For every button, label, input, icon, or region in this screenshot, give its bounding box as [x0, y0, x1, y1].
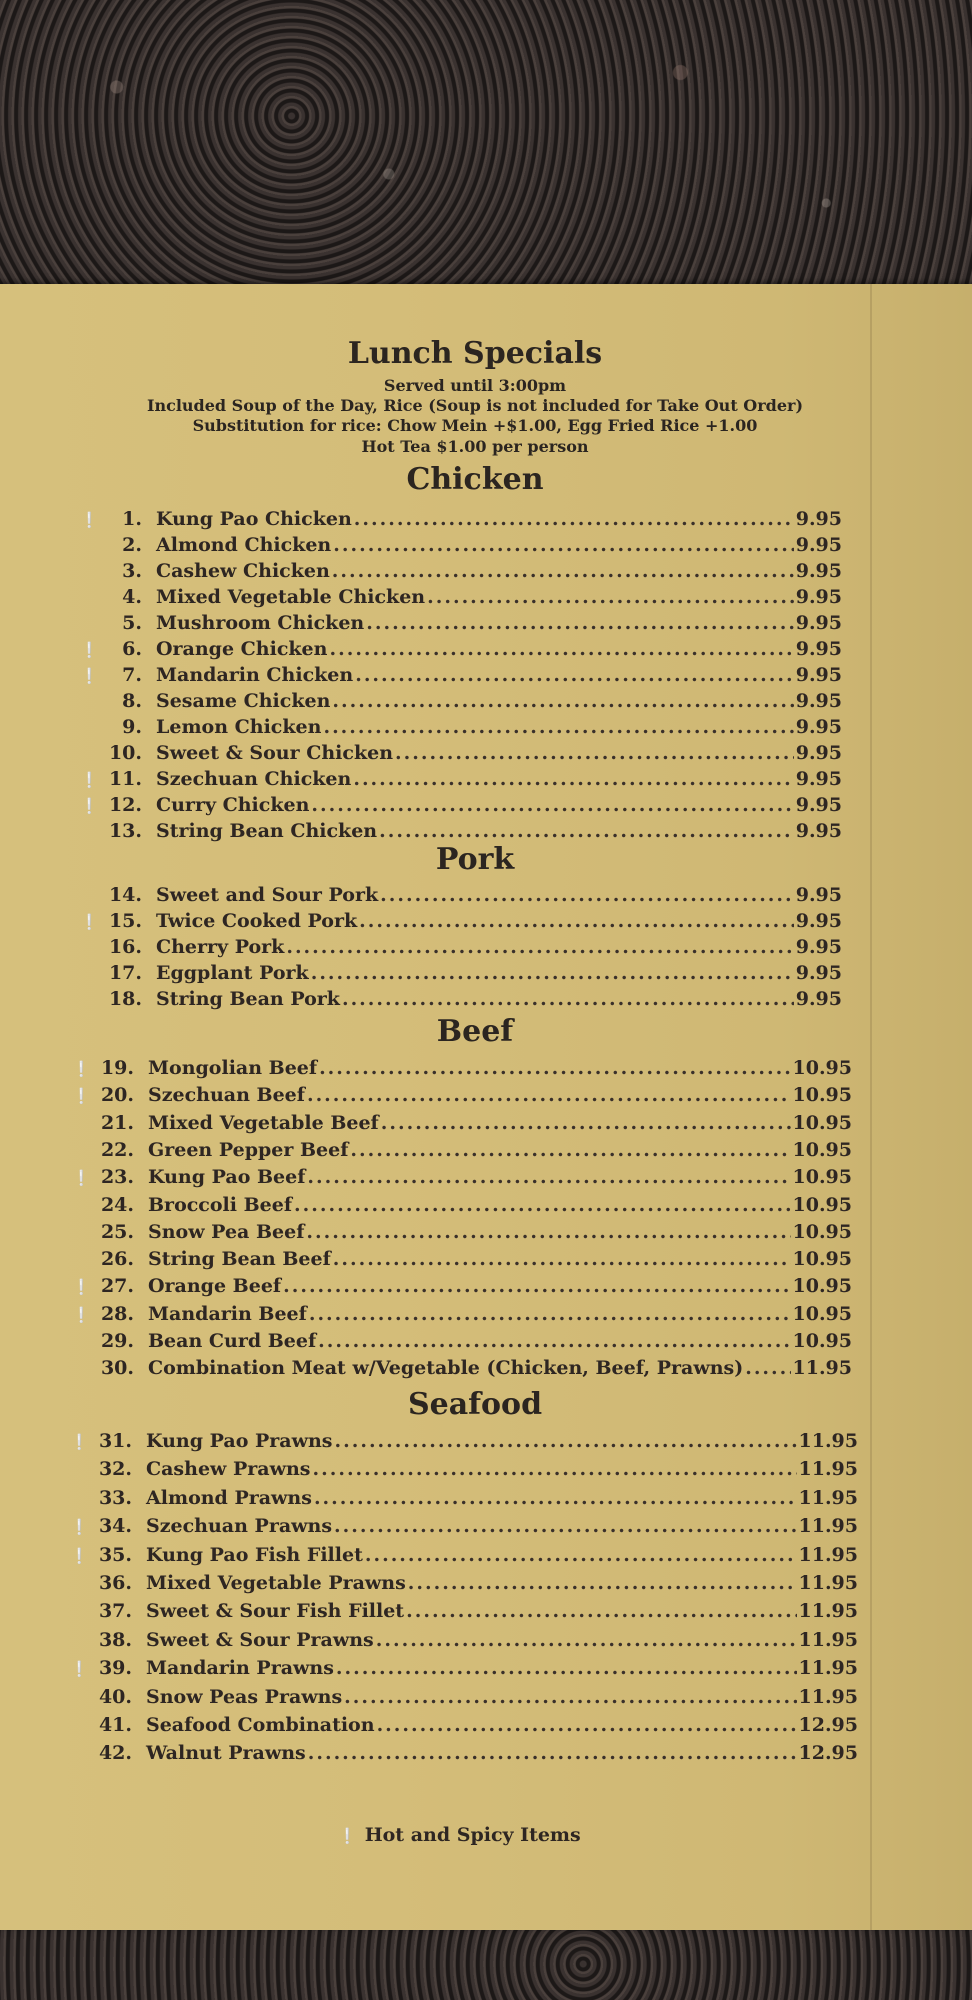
menu-item: [70, 1600, 858, 1624]
menu-item: [72, 1248, 852, 1272]
included-note: Included Soup of the Day, Rice (Soup is not included for Take Out Order): [146, 396, 804, 415]
item-price: 9.95: [795, 716, 842, 738]
menu-item: [72, 1275, 852, 1299]
item-number: 37.: [98, 1600, 132, 1623]
pepper-icon: ❕: [80, 641, 99, 659]
item-price: 10.95: [792, 1302, 852, 1325]
dot-leader: [376, 1629, 797, 1651]
pepper-icon: ❕: [80, 913, 99, 931]
menu-item: [70, 1742, 858, 1766]
item-number: 6.: [122, 638, 142, 660]
item-number: 23.: [100, 1166, 134, 1189]
item-number: 40.: [98, 1685, 132, 1708]
served-until-note: Served until 3:00pm: [383, 376, 567, 395]
pepper-icon: ❕: [80, 667, 99, 685]
dot-leader: [307, 1166, 790, 1188]
menu-item: [72, 1357, 852, 1381]
dot-leader: [323, 716, 793, 738]
dot-leader: [342, 988, 794, 1010]
item-name: Twice Cooked Pork: [156, 910, 358, 932]
item-number: 7.: [122, 664, 142, 686]
item-name: Lemon Chicken: [156, 716, 322, 738]
dot-leader: [334, 1430, 796, 1452]
legend-label: Hot and Spicy Items: [364, 1824, 581, 1846]
item-price: 9.95: [795, 768, 842, 790]
hot-tea-note: Hot Tea $1.00 per person: [361, 437, 589, 456]
menu-item: [80, 534, 842, 558]
menu-page: [0, 284, 972, 1930]
menu-item: [80, 716, 842, 740]
item-name: Mandarin Beef: [148, 1302, 307, 1325]
item-name: Mixed Vegetable Prawns: [146, 1572, 406, 1594]
section-heading-seafood: Seafood: [407, 1387, 543, 1422]
item-name: String Bean Pork: [156, 988, 340, 1010]
item-price: 11.95: [798, 1430, 858, 1452]
item-price: 9.95: [795, 612, 842, 634]
pepper-icon: ❕: [80, 797, 99, 815]
item-price: 9.95: [795, 820, 842, 842]
dot-leader: [359, 910, 794, 932]
item-name: Szechuan Beef: [148, 1084, 305, 1107]
item-number: 38.: [98, 1628, 132, 1651]
item-number: 30.: [100, 1357, 134, 1380]
dot-leader: [306, 1221, 790, 1243]
item-number: 41.: [98, 1714, 132, 1736]
legend: [338, 1824, 581, 1846]
item-number: 21.: [100, 1111, 134, 1134]
item-price: 11.95: [798, 1628, 858, 1651]
menu-item: [80, 508, 842, 532]
dot-leader: [332, 690, 793, 712]
item-price: 9.95: [795, 508, 842, 530]
menu-item: [70, 1487, 858, 1511]
menu-item: [70, 1458, 858, 1482]
dot-leader: [319, 1057, 790, 1079]
item-number: 9.: [122, 716, 142, 738]
item-price: 11.95: [798, 1543, 858, 1566]
granite-countertop-top: [0, 0, 972, 290]
item-name: String Bean Chicken: [156, 820, 378, 842]
item-number: 25.: [100, 1220, 134, 1243]
section-heading-chicken: Chicken: [406, 462, 544, 497]
item-price: 9.95: [795, 664, 842, 686]
item-number: 5.: [122, 612, 142, 634]
menu-item: [70, 1714, 858, 1738]
item-name: Kung Pao Beef: [148, 1166, 306, 1189]
menu-item: [72, 1303, 852, 1327]
menu-item: [80, 910, 842, 934]
item-name: Seafood Combination: [146, 1714, 375, 1736]
item-number: 36.: [98, 1572, 132, 1594]
dot-leader: [353, 768, 793, 790]
menu-item: [70, 1657, 858, 1681]
pepper-icon: ❕: [80, 771, 99, 789]
pepper-icon: ❕: [72, 1060, 91, 1078]
menu-item: [80, 664, 842, 688]
item-price: 9.95: [795, 560, 842, 582]
menu-item: [72, 1194, 852, 1218]
item-name: Mushroom Chicken: [156, 612, 365, 634]
item-price: 10.95: [792, 1084, 852, 1107]
item-price: 10.95: [792, 1138, 852, 1161]
item-name: Kung Pao Prawns: [146, 1430, 333, 1452]
dot-leader: [311, 794, 793, 816]
dot-leader: [395, 742, 794, 764]
item-number: 24.: [100, 1193, 134, 1216]
item-price: 11.95: [798, 1600, 858, 1623]
menu-item: [72, 1221, 852, 1245]
menu-title: Lunch Specials: [347, 336, 603, 371]
item-name: Sweet and Sour Pork: [156, 884, 379, 906]
item-price: 9.95: [795, 884, 842, 906]
item-price: 9.95: [795, 534, 842, 556]
menu-item: [80, 794, 842, 818]
item-price: 11.95: [798, 1685, 858, 1708]
dot-leader: [286, 936, 793, 958]
dot-leader: [366, 612, 793, 634]
item-name: Curry Chicken: [156, 794, 310, 816]
item-number: 14.: [108, 884, 142, 906]
menu-item: [80, 768, 842, 792]
item-number: 20.: [100, 1084, 134, 1107]
pepper-icon: ❕: [338, 1827, 357, 1845]
pepper-icon: ❕: [70, 1433, 89, 1451]
item-name: Cashew Chicken: [156, 560, 330, 582]
item-name: Cherry Pork: [156, 936, 285, 958]
dot-leader: [354, 508, 794, 530]
pepper-icon: ❕: [80, 511, 99, 529]
item-number: 29.: [100, 1330, 134, 1352]
item-number: 22.: [100, 1138, 134, 1161]
item-price: 10.95: [792, 1166, 852, 1189]
item-name: Bean Curd Beef: [148, 1330, 317, 1352]
dot-leader: [377, 1714, 797, 1736]
item-price: 9.95: [795, 962, 842, 984]
granite-countertop-bottom: [0, 1928, 972, 2000]
item-price: 9.95: [795, 742, 842, 764]
menu-item: [80, 586, 842, 610]
item-name: Green Pepper Beef: [148, 1138, 349, 1161]
item-number: 17.: [108, 962, 142, 984]
item-name: Broccoli Beef: [148, 1193, 293, 1216]
pepper-icon: ❕: [72, 1087, 91, 1106]
item-name: Mandarin Chicken: [156, 664, 354, 686]
item-price: 9.95: [795, 794, 842, 816]
pepper-icon: ❕: [70, 1660, 89, 1679]
item-number: 34.: [98, 1515, 132, 1538]
dot-leader: [332, 560, 794, 582]
item-number: 12.: [108, 794, 142, 816]
dot-leader: [365, 1544, 797, 1566]
menu-item: [80, 638, 842, 662]
dot-leader: [379, 820, 794, 842]
item-number: 26.: [100, 1248, 134, 1271]
pepper-icon: ❕: [70, 1546, 89, 1565]
menu-item: [80, 884, 842, 908]
item-name: Snow Pea Beef: [148, 1220, 305, 1243]
item-number: 27.: [100, 1275, 134, 1298]
menu-item: [80, 962, 842, 986]
dot-leader: [745, 1357, 790, 1379]
item-price: 9.95: [795, 586, 842, 608]
dot-leader: [427, 586, 794, 608]
item-number: 35.: [98, 1543, 132, 1566]
item-name: Sweet & Sour Prawns: [146, 1628, 374, 1651]
item-name: Sesame Chicken: [156, 690, 331, 712]
item-number: 19.: [100, 1057, 134, 1079]
menu-item: [70, 1515, 858, 1539]
menu-item: [72, 1139, 852, 1163]
item-number: 39.: [98, 1657, 132, 1680]
dot-leader: [312, 1458, 796, 1480]
dot-leader: [355, 664, 794, 686]
item-price: 10.95: [792, 1248, 852, 1271]
dot-leader: [381, 1112, 791, 1134]
menu-item: [70, 1629, 858, 1653]
item-name: Kung Pao Chicken: [156, 508, 352, 530]
item-number: 18.: [108, 988, 142, 1010]
dot-leader: [406, 1600, 796, 1622]
item-number: 42.: [98, 1742, 132, 1765]
dot-leader: [344, 1686, 796, 1708]
dot-leader: [408, 1572, 797, 1594]
item-price: 9.95: [795, 936, 842, 958]
menu-item: [72, 1084, 852, 1108]
item-number: 1.: [122, 508, 142, 530]
item-name: Szechuan Prawns: [146, 1515, 333, 1538]
menu-item: [80, 988, 842, 1012]
dot-leader: [329, 638, 793, 660]
item-name: Orange Beef: [148, 1275, 282, 1298]
item-number: 31.: [98, 1430, 132, 1452]
pepper-icon: ❕: [72, 1169, 91, 1188]
item-name: Eggplant Pork: [156, 962, 309, 984]
item-name: Mixed Vegetable Beef: [148, 1111, 379, 1134]
item-name: Mixed Vegetable Chicken: [156, 586, 426, 608]
dot-leader: [336, 1657, 797, 1679]
dot-leader: [294, 1194, 790, 1216]
dot-leader: [308, 1742, 797, 1764]
dot-leader: [333, 534, 793, 556]
dot-leader: [314, 1487, 797, 1509]
item-price: 9.95: [795, 690, 842, 712]
item-price: 9.95: [795, 910, 842, 932]
item-name: Combination Meat w/Vegetable (Chicken, Beef, Prawns): [148, 1357, 744, 1380]
item-number: 32.: [98, 1458, 132, 1481]
item-price: 12.95: [798, 1742, 858, 1765]
dot-leader: [350, 1139, 790, 1161]
item-price: 10.95: [792, 1330, 852, 1352]
menu-item: [72, 1057, 852, 1081]
dot-leader: [333, 1248, 791, 1270]
section-heading-pork: Pork: [435, 842, 515, 877]
menu-item: [80, 560, 842, 584]
item-price: 9.95: [795, 638, 842, 660]
dot-leader: [311, 962, 794, 984]
item-name: Mongolian Beef: [148, 1057, 318, 1079]
item-name: Cashew Prawns: [146, 1458, 311, 1481]
item-name: Sweet & Sour Fish Fillet: [146, 1600, 405, 1623]
item-number: 16.: [108, 936, 142, 958]
pepper-icon: ❕: [72, 1278, 91, 1297]
dot-leader: [318, 1330, 790, 1352]
item-number: 13.: [108, 820, 142, 842]
substitution-note: Substitution for rice: Chow Mein +$1.00, Egg Fried Rice +1.00: [192, 416, 758, 435]
menu-item: [80, 690, 842, 714]
item-price: 10.95: [792, 1275, 852, 1298]
item-price: 11.95: [798, 1515, 858, 1538]
item-price: 11.95: [798, 1486, 858, 1509]
menu-item: [80, 936, 842, 960]
dot-leader: [283, 1275, 790, 1297]
item-number: 15.: [108, 910, 142, 932]
menu-item: [70, 1430, 858, 1454]
page-fold: [870, 284, 872, 1930]
item-price: 11.95: [798, 1572, 858, 1594]
menu-item: [70, 1572, 858, 1596]
menu-item: [70, 1544, 858, 1568]
dot-leader: [309, 1303, 791, 1325]
item-name: Kung Pao Fish Fillet: [146, 1543, 363, 1566]
pepper-icon: ❕: [70, 1518, 89, 1537]
menu-item: [80, 742, 842, 766]
item-price: 11.95: [798, 1458, 858, 1481]
menu-item: [72, 1166, 852, 1190]
item-name: Szechuan Chicken: [156, 768, 352, 790]
item-price: 9.95: [795, 988, 842, 1010]
menu-item: [72, 1330, 852, 1354]
item-name: Almond Prawns: [146, 1486, 312, 1509]
dot-leader: [307, 1084, 791, 1106]
item-name: Walnut Prawns: [146, 1742, 306, 1765]
item-number: 8.: [122, 690, 142, 712]
item-number: 11.: [108, 768, 142, 790]
menu-item: [80, 612, 842, 636]
pepper-icon: ❕: [72, 1305, 91, 1324]
item-name: Mandarin Prawns: [146, 1657, 334, 1680]
menu-item: [72, 1112, 852, 1136]
menu-item: [70, 1686, 858, 1710]
item-name: Snow Peas Prawns: [146, 1685, 343, 1708]
item-price: 11.95: [792, 1357, 852, 1380]
dot-leader: [334, 1515, 796, 1537]
item-price: 12.95: [798, 1714, 858, 1736]
item-number: 2.: [122, 534, 142, 556]
item-number: 3.: [122, 560, 142, 582]
item-name: Sweet & Sour Chicken: [156, 742, 394, 764]
item-price: 10.95: [792, 1220, 852, 1243]
item-price: 11.95: [798, 1657, 858, 1680]
item-number: 4.: [122, 586, 142, 608]
item-price: 10.95: [792, 1057, 852, 1079]
item-number: 33.: [98, 1486, 132, 1509]
item-name: Almond Chicken: [156, 534, 332, 556]
item-number: 10.: [108, 742, 142, 764]
menu-item: [80, 820, 842, 844]
item-name: Orange Chicken: [156, 638, 328, 660]
item-price: 10.95: [792, 1193, 852, 1216]
dot-leader: [380, 884, 794, 906]
item-price: 10.95: [792, 1111, 852, 1134]
item-number: 28.: [100, 1302, 134, 1325]
item-name: String Bean Beef: [148, 1248, 331, 1271]
section-heading-beef: Beef: [436, 1014, 514, 1049]
